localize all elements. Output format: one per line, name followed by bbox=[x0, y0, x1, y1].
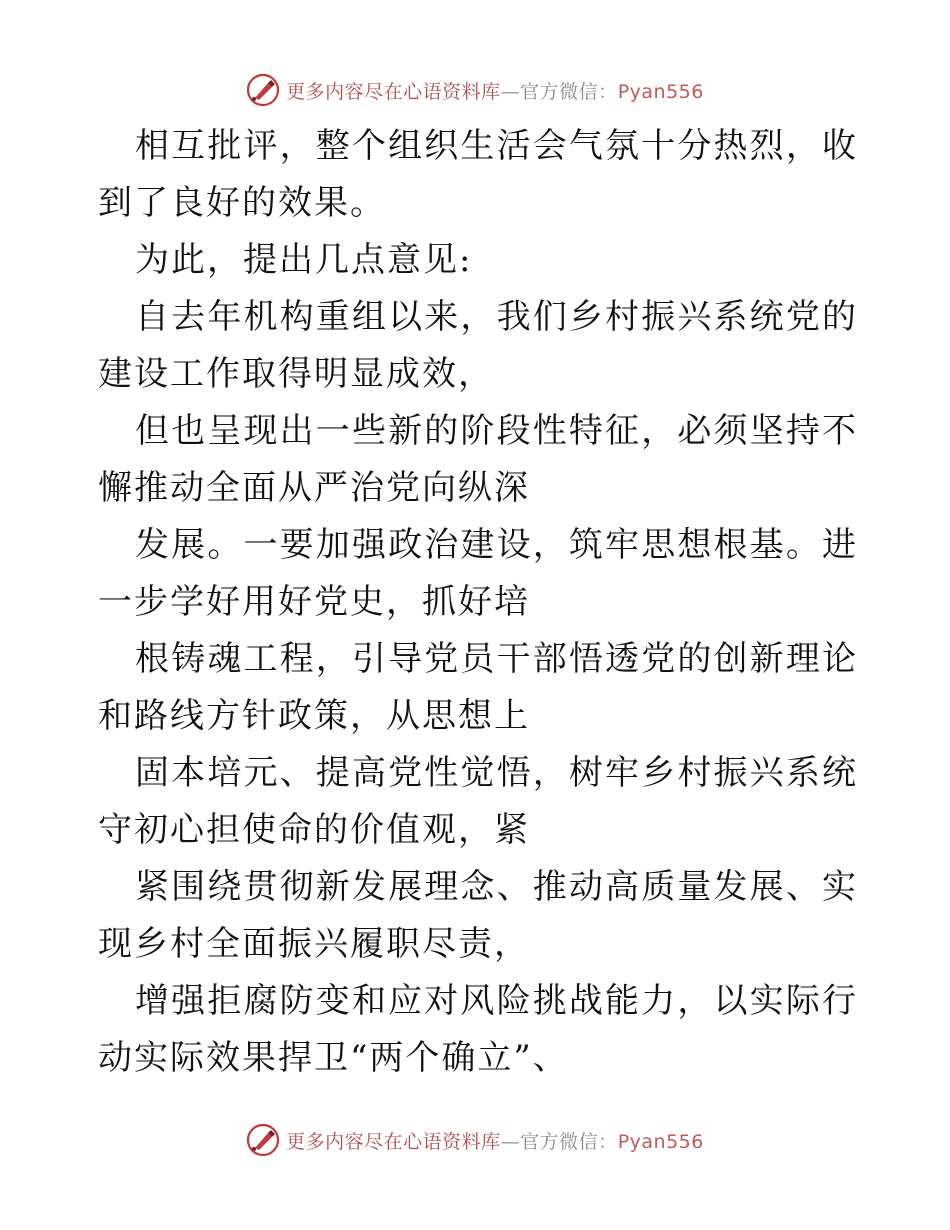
header-official: 官方微信： bbox=[520, 80, 618, 103]
paragraph-9: 增强拒腐防变和应对风险挑战能力，以实际行动实际效果捍卫“两个确立”、 bbox=[98, 981, 858, 1078]
footer-banner-text bbox=[286, 1127, 704, 1154]
pen-nib-logo-icon bbox=[246, 1123, 280, 1157]
paragraph-4: 但也呈现出一些新的阶段性特征，必须坚持不懈推动全面从严治党向纵深 bbox=[98, 411, 858, 508]
footer-wechat-id: Pyan556 bbox=[617, 1130, 704, 1153]
document-body bbox=[98, 118, 858, 1087]
header-banner bbox=[0, 70, 950, 110]
header-banner-text bbox=[286, 77, 704, 104]
paragraph-6: 根铸魂工程，引导党员干部悟透党的创新理论和路线方针政策，从思想上 bbox=[98, 639, 858, 736]
paragraph-3: 自去年机构重组以来，我们乡村振兴系统党的建设工作取得明显成效， bbox=[98, 297, 858, 394]
pen-nib-logo-icon bbox=[246, 73, 280, 107]
footer-banner bbox=[0, 1120, 950, 1160]
footer-brand: 更多内容尽在心语资料库 bbox=[286, 1130, 501, 1153]
paragraph-8: 紧围绕贯彻新发展理念、推动高质量发展、实现乡村全面振兴履职尽责， bbox=[98, 867, 858, 964]
paragraph-7: 固本培元、提高党性觉悟，树牢乡村振兴系统守初心担使命的价值观，紧 bbox=[98, 753, 858, 850]
header-wechat-id: Pyan556 bbox=[617, 80, 704, 103]
header-dash: — bbox=[500, 80, 521, 103]
footer-official: 官方微信： bbox=[520, 1130, 618, 1153]
header-brand: 更多内容尽在心语资料库 bbox=[286, 80, 501, 103]
paragraph-2: 为此，提出几点意见: bbox=[135, 240, 473, 280]
paragraph-5: 发展。一要加强政治建设，筑牢思想根基。进一步学好用好党史，抓好培 bbox=[98, 525, 858, 622]
paragraph-1: 相互批评，整个组织生活会气氛十分热烈，收到了良好的效果。 bbox=[98, 126, 858, 223]
footer-dash: — bbox=[500, 1130, 521, 1153]
